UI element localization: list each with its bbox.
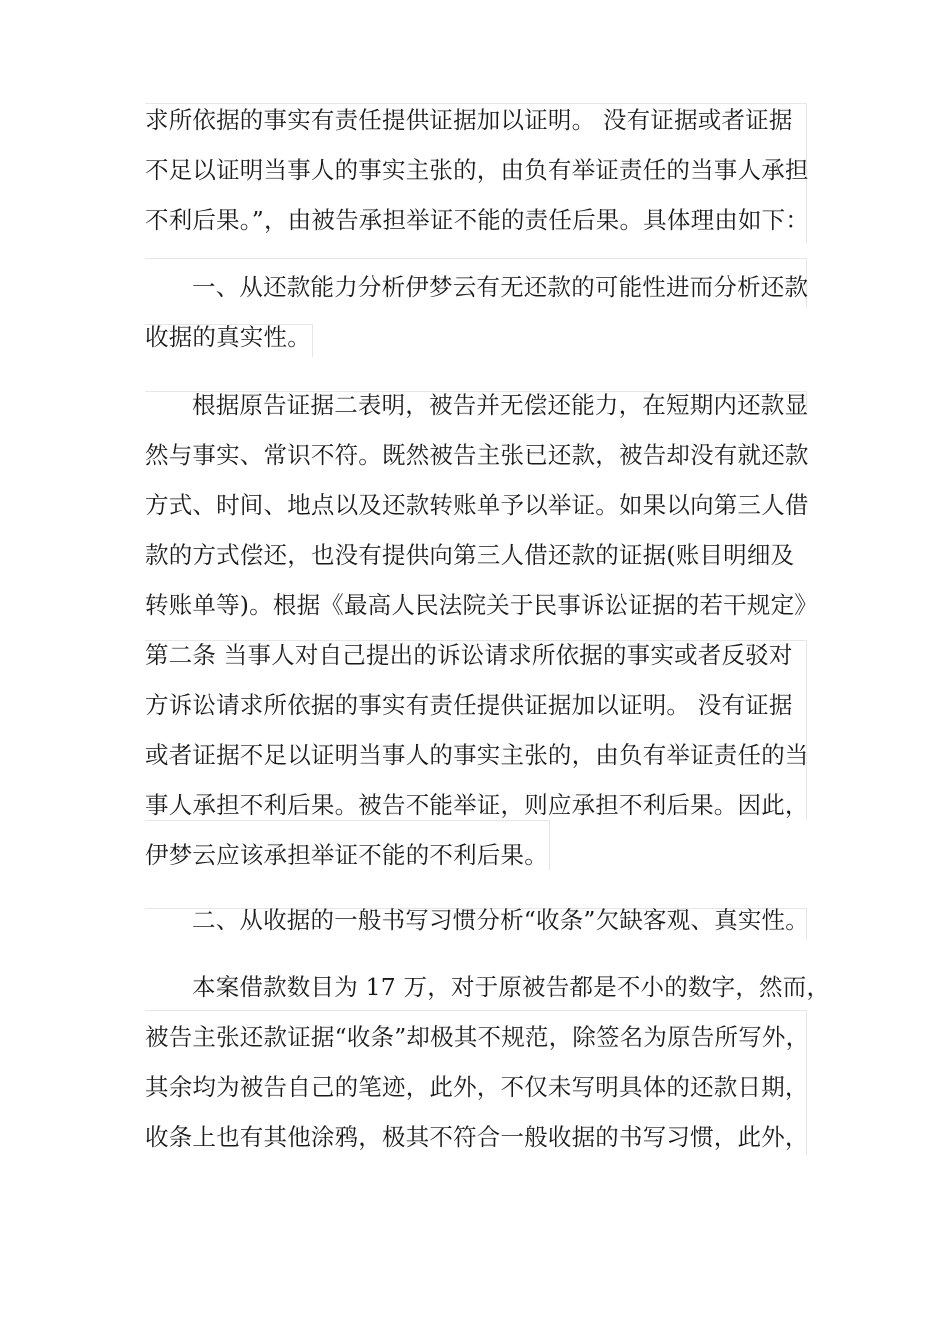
paragraph-line: 然与事实、常识不符。既然被告主张已还款，被告却没有就还款: [145, 441, 809, 469]
paragraph-line: 其余均为被告自己的笔迹，此外，不仅未写明具体的还款日期，: [145, 1073, 809, 1101]
section-heading-2: 二、从收据的一般书写习惯分析“收条”欠缺客观、真实性。: [192, 906, 809, 934]
paragraph-line: 方式、时间、地点以及还款转账单予以举证。如果以向第三人借: [145, 491, 809, 519]
paragraph-line: 第二条 当事人对自己提出的诉讼请求所依据的事实或者反驳对: [145, 641, 793, 669]
paragraph-line: 被告主张还款证据“收条”却极其不规范，除签名为原告所写外，: [145, 1023, 810, 1051]
paragraph-line: 不利后果。”，由被告承担举证不能的责任后果。具体理由如下：: [145, 206, 810, 234]
paragraph-line: 转账单等)。根据《最高人民法院关于民事诉讼证据的若干规定》: [145, 591, 818, 619]
section-heading-1-cont: 收据的真实性。: [145, 323, 311, 351]
section-heading-1: 一、从还款能力分析伊梦云有无还款的可能性进而分析还款: [192, 273, 809, 301]
paragraph-line: 方诉讼请求所依据的事实有责任提供证据加以证明。 没有证据: [145, 691, 793, 719]
paragraph-line: 不足以证明当事人的事实主张的，由负有举证责任的当事人承担: [145, 156, 809, 184]
paragraph-line: 伊梦云应该承担举证不能的不利后果。: [145, 841, 548, 869]
paragraph-line: 事人承担不利后果。被告不能举证，则应承担不利后果。因此，: [145, 791, 809, 819]
paragraph-line: 或者证据不足以证明当事人的事实主张的，由负有举证责任的当: [145, 741, 809, 769]
paragraph-line: 求所依据的事实有责任提供证据加以证明。 没有证据或者证据: [145, 106, 793, 134]
paragraph-line: 本案借款数目为 17 万，对于原被告都是不小的数字，然而，: [192, 973, 831, 1001]
paragraph-line: 根据原告证据二表明，被告并无偿还能力，在短期内还款显: [192, 391, 809, 419]
paragraph-line: 收条上也有其他涂鸦，极其不符合一般收据的书写习惯，此外，: [145, 1123, 809, 1151]
paragraph-line: 款的方式偿还，也没有提供向第三人借还款的证据(账目明细及: [145, 541, 795, 569]
